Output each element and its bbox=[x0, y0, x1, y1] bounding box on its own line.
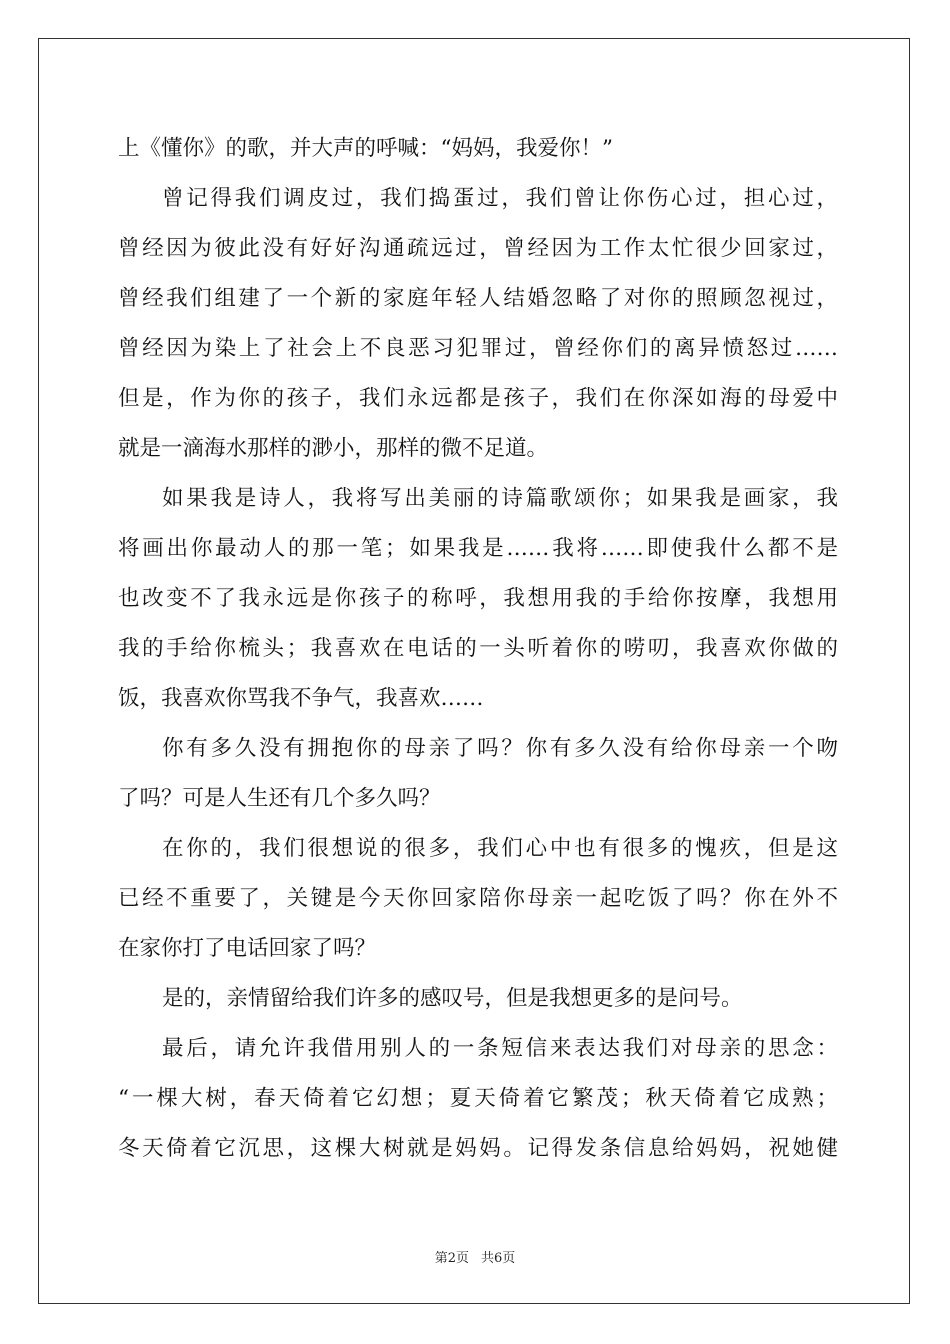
text-line: 如果我是诗人，我将写出美丽的诗篇歌颂你；如果我是画家，我 bbox=[162, 486, 838, 511]
text-line: 曾经我们组建了一个新的家庭年轻人结婚忽略了对你的照顾忽视过， bbox=[118, 286, 838, 311]
text-line: 冬天倚着它沉思，这棵大树就是妈妈。记得发条信息给妈妈，祝她健 bbox=[118, 1136, 838, 1161]
text-line: 在你的，我们很想说的很多，我们心中也有很多的愧疚，但是这 bbox=[162, 836, 838, 861]
text-line: 在家你打了电话回家了吗？ bbox=[118, 936, 377, 961]
page-number: 第2页 bbox=[434, 1251, 469, 1266]
page-total: 共6页 bbox=[481, 1251, 516, 1266]
text-line: 是的，亲情留给我们许多的感叹号，但是我想更多的是问号。 bbox=[162, 986, 743, 1011]
text-line: 曾经因为彼此没有好好沟通疏远过，曾经因为工作太忙很少回家过， bbox=[118, 236, 838, 261]
text-line: 也改变不了我永远是你孩子的称呼，我想用我的手给你按摩，我想用 bbox=[118, 586, 838, 611]
text-line: 你有多久没有拥抱你的母亲了吗？你有多久没有给你母亲一个吻 bbox=[162, 736, 838, 761]
text-line: 了吗？可是人生还有几个多久吗？ bbox=[118, 786, 441, 811]
text-line: 就是一滴海水那样的渺小，那样的微不足道。 bbox=[118, 436, 549, 461]
document-body bbox=[118, 124, 838, 1174]
text-line: “一棵大树，春天倚着它幻想；夏天倚着它繁茂；秋天倚着它成熟； bbox=[118, 1086, 838, 1111]
text-line: 饭，我喜欢你骂我不争气，我喜欢…… bbox=[118, 686, 484, 711]
text-line: 曾记得我们调皮过，我们捣蛋过，我们曾让你伤心过，担心过， bbox=[162, 186, 838, 211]
text-line: 我的手给你梳头；我喜欢在电话的一头听着你的唠叨，我喜欢你做的 bbox=[118, 636, 838, 661]
text-line: 但是，作为你的孩子，我们永远都是孩子，我们在你深如海的母爱中 bbox=[118, 386, 838, 411]
text-line: 将画出你最动人的那一笔；如果我是……我将……即使我什么都不是 bbox=[118, 536, 838, 561]
text-line: 曾经因为染上了社会上不良恶习犯罪过，曾经你们的离异愤怒过…… bbox=[118, 336, 838, 361]
page-footer bbox=[0, 1247, 950, 1266]
text-line: 已经不重要了，关键是今天你回家陪你母亲一起吃饭了吗？你在外不 bbox=[118, 886, 838, 911]
text-line: 最后，请允许我借用别人的一条短信来表达我们对母亲的思念： bbox=[162, 1036, 838, 1061]
text-line: 上《懂你》的歌，并大声的呼喊：“妈妈，我爱你！” bbox=[118, 136, 613, 161]
